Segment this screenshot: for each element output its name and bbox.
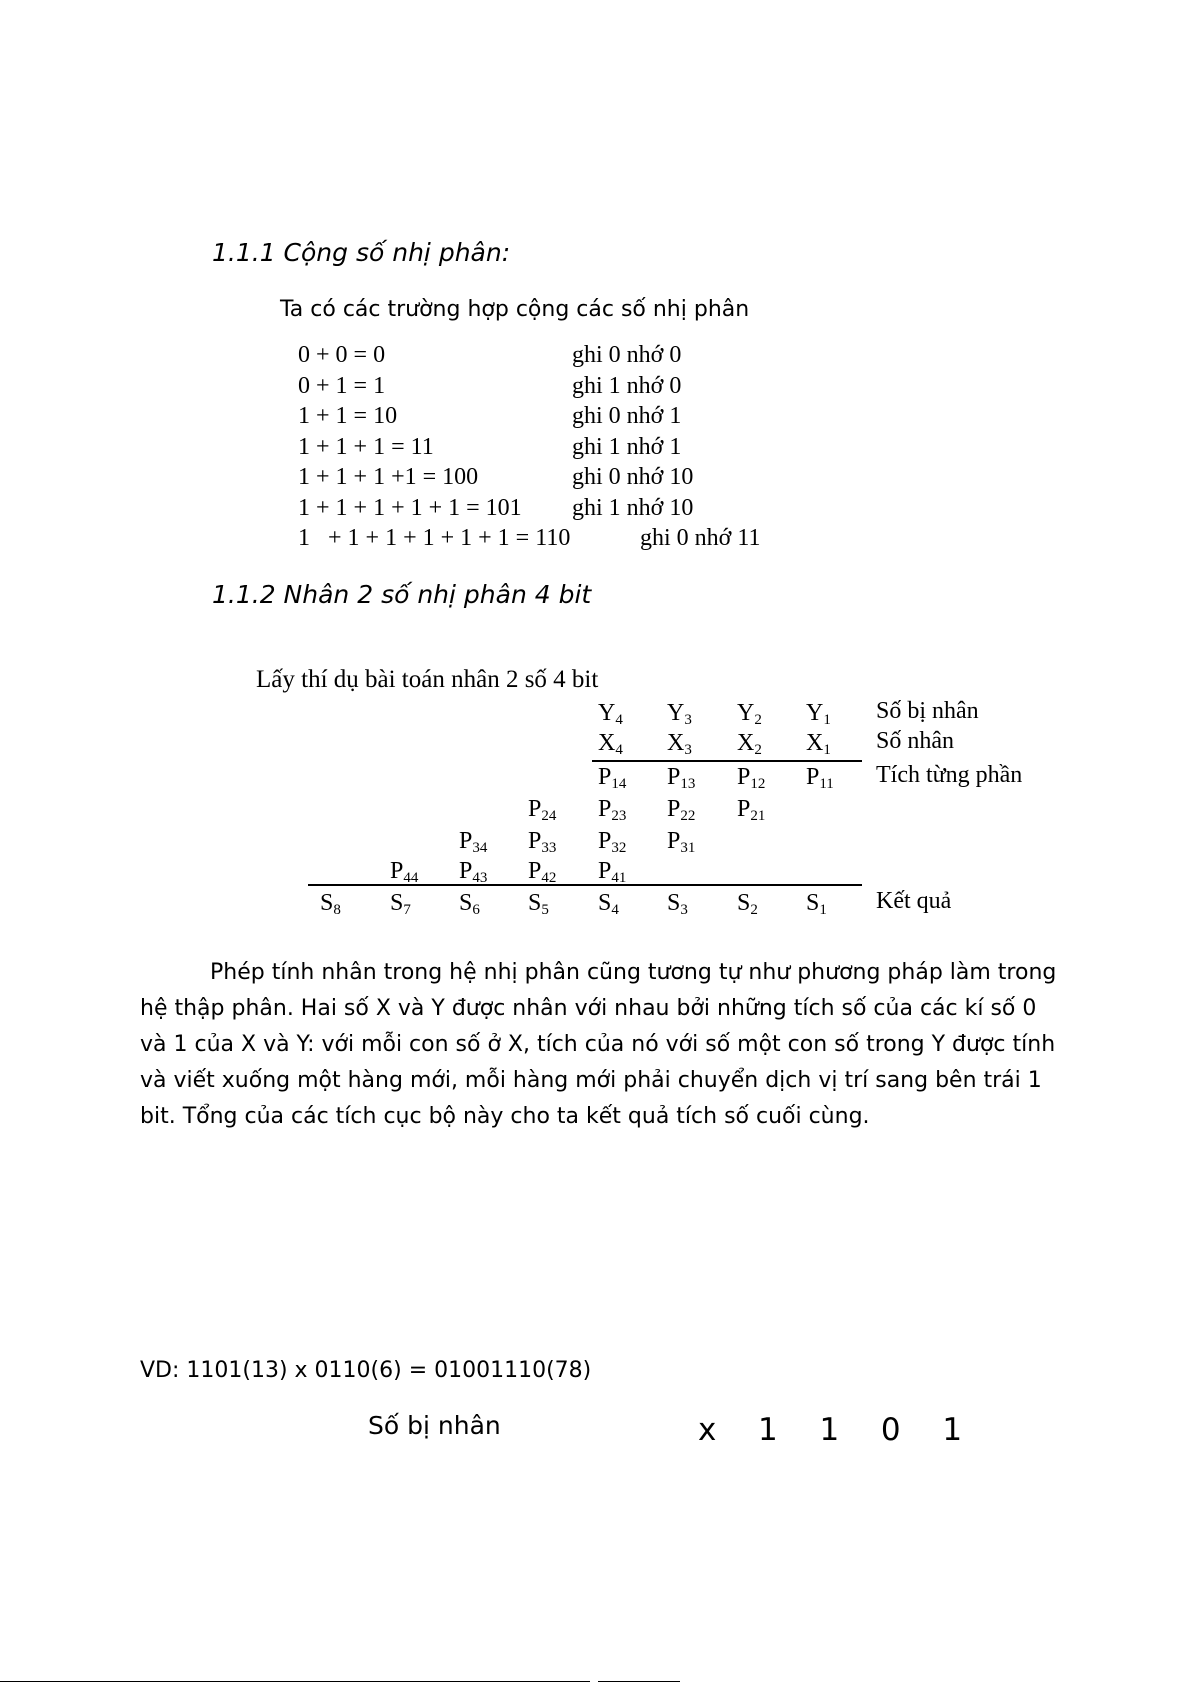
example-line: VD: 1101(13) x 0110(6) = 01001110(78)	[140, 1358, 592, 1383]
scheme-cell: $Y_2$	[737, 700, 762, 728]
scheme-cell: $P_{12}$	[737, 764, 766, 792]
scheme-cell: $X_4$	[598, 730, 623, 758]
rule-equation: 1 + 1 + 1 + 1 + 1 + 1 = 110	[298, 525, 571, 551]
scheme-cell: $Y_4$	[598, 700, 623, 728]
scheme-cell: $P_{32}$	[598, 828, 627, 856]
rule-equation: 1 + 1 + 1 +1 = 100	[298, 464, 479, 490]
scheme-row-label: Số bị nhân	[876, 698, 979, 724]
rule-equation: 0 + 1 = 1	[298, 372, 386, 399]
scheme-cell: $P_{21}$	[737, 796, 766, 824]
rule-result: ghi 0 nhớ 10	[572, 464, 694, 490]
scheme-cell: $S_2$	[737, 890, 758, 918]
scheme-cell: $P_{34}$	[459, 828, 488, 856]
addition-intro: Ta có các trường hợp cộng các số nhị phân	[280, 297, 750, 322]
multiplicand-label: Số bị nhân	[368, 1411, 501, 1440]
scheme-row-label: Tích từng phần	[876, 762, 1023, 788]
scheme-cell: $S_8$	[320, 890, 341, 918]
rule-equation: 1 + 1 + 1 + 1 + 1 = 101	[298, 494, 522, 521]
scheme-cell: $P_{24}$	[528, 796, 557, 824]
page-bottom-rule	[598, 1681, 680, 1682]
rule-result: ghi 0 nhớ 0	[572, 342, 682, 368]
rule-equation: 0 + 0 = 0	[298, 342, 386, 368]
scheme-title: Lấy thí dụ bài toán nhân 2 số 4 bit	[256, 666, 599, 693]
rule-result: ghi 0 nhớ 1	[572, 403, 682, 429]
scheme-cell: $P_{13}$	[667, 764, 696, 792]
scheme-cell: $S_5$	[528, 890, 549, 918]
scheme-cell: $X_1$	[806, 730, 831, 758]
scheme-cell: $S_3$	[667, 890, 688, 918]
scheme-row-label: Số nhân	[876, 728, 954, 754]
scheme-cell: $P_{31}$	[667, 828, 696, 856]
scheme-cell: $P_{44}$	[390, 858, 419, 886]
scheme-cell: $Y_3$	[667, 700, 692, 728]
page-bottom-rule	[0, 1681, 590, 1682]
heading-binary-multiplication: 1.1.2 Nhân 2 số nhị phân 4 bit	[212, 580, 592, 609]
rule-result: ghi 1 nhớ 0	[572, 372, 682, 399]
scheme-row-label: Kết quả	[876, 888, 952, 914]
rule-result: ghi 1 nhớ 10	[572, 494, 694, 521]
scheme-cell: $P_{33}$	[528, 828, 557, 856]
rule-result: ghi 0 nhớ 11	[640, 525, 761, 551]
rule-equation: 1 + 1 = 10	[298, 403, 398, 429]
scheme-cell: $P_{22}$	[667, 796, 696, 824]
scheme-cell: $S_4$	[598, 890, 619, 918]
rule-equation: 1 + 1 + 1 = 11	[298, 433, 434, 460]
scheme-cell: $X_3$	[667, 730, 692, 758]
scheme-cell: $P_{23}$	[598, 796, 627, 824]
rule-result: ghi 1 nhớ 1	[572, 433, 682, 460]
multiplication-paragraph: Phép tính nhân trong hệ nhị phân cũng tương tự như phương pháp làm trong hệ thập phân. Hai số X và Y được nhân với nhau bởi những tích số của các kí số 0 và 1 của X và Y: với mỗi con số ở X, tích của nó với số một con số trong Y được tính và viết xuống một hàng mới, mỗi hàng mới phải chuyển dịch vị trí sang bên trái 1 bit. Tổng của các tích cục bộ này cho ta kết quả tích số cuối cùng.	[140, 960, 1057, 1129]
scheme-cell: $Y_1$	[806, 700, 831, 728]
scheme-cell: $S_7$	[390, 890, 411, 918]
scheme-cell: $P_{41}$	[598, 858, 627, 886]
scheme-cell: $P_{14}$	[598, 764, 627, 792]
scheme-cell: $P_{11}$	[806, 764, 834, 792]
scheme-cell: $X_2$	[737, 730, 762, 758]
scheme-cell: $S_6$	[459, 890, 480, 918]
scheme-cell: $P_{42}$	[528, 858, 557, 886]
scheme-cell: $S_1$	[806, 890, 827, 918]
heading-binary-addition: 1.1.1 Cộng số nhị phân:	[212, 238, 511, 267]
scheme-cell: $P_{43}$	[459, 858, 488, 886]
multiplicand-digits: x 1 1 0 1	[698, 1412, 963, 1448]
